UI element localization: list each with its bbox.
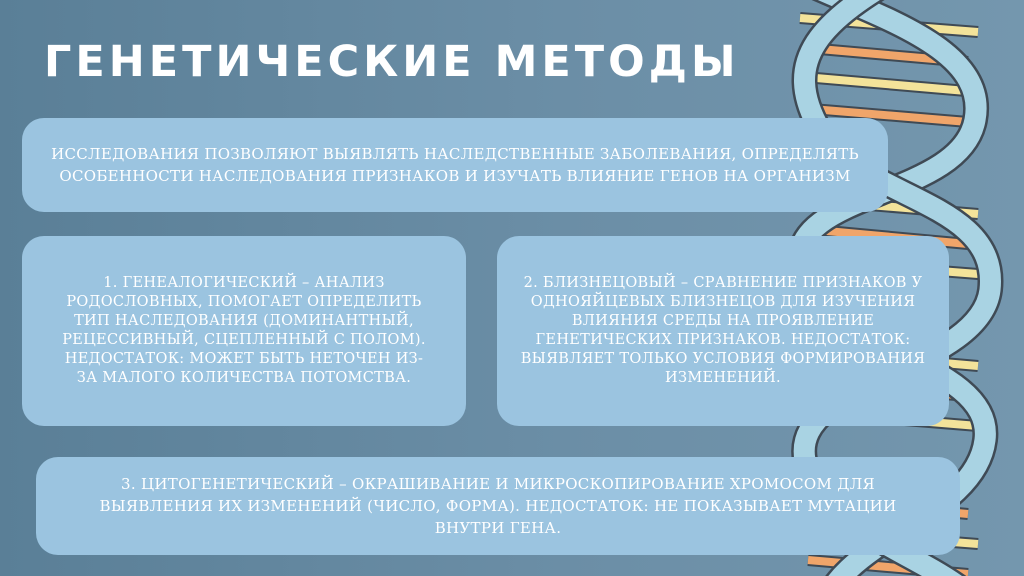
intro-card	[22, 118, 888, 212]
method-card-cytogenetic	[36, 457, 960, 555]
method-card-twin	[497, 236, 949, 426]
method-text-genealogical: 1. ГЕНЕАЛОГИЧЕСКИЙ – АНАЛИЗ РОДОСЛОВНЫХ, ПОМОГАЕТ ОПРЕДЕЛИТЬ ТИП НАСЛЕДОВАНИЯ (ДОМИНАНТНЫЙ, РЕЦЕССИВНЫЙ, СЦЕПЛЕННЫЙ С ПОЛОМ). НЕДОСТАТОК: МОЖЕТ БЫТЬ НЕТОЧЕН ИЗ-ЗА МАЛОГО КОЛИЧЕСТВА ПОТОМСТВА.	[62, 275, 426, 386]
method-text-twin: 2. БЛИЗНЕЦОВЫЙ – СРАВНЕНИЕ ПРИЗНАКОВ У ОДНОЯЙЦЕВЫХ БЛИЗНЕЦОВ ДЛЯ ИЗУЧЕНИЯ ВЛИЯНИЯ СРЕДЫ НА ПРОЯВЛЕНИЕ ГЕНЕТИЧЕСКИХ ПРИЗНАКОВ. НЕДОСТАТОК: ВЫЯВЛЯЕТ ТОЛЬКО УСЛОВИЯ ФОРМИРОВАНИЯ ИЗМЕНЕНИЙ.	[520, 275, 926, 386]
method-card-genealogical	[22, 236, 466, 426]
intro-text: ИССЛЕДОВАНИЯ ПОЗВОЛЯЮТ ВЫЯВЛЯТЬ НАСЛЕДСТВЕННЫЕ ЗАБОЛЕВАНИЯ, ОПРЕДЕЛЯТЬ ОСОБЕННОСТИ НАСЛЕДОВАНИЯ ПРИЗНАКОВ И ИЗУЧАТЬ ВЛИЯНИЕ ГЕНОВ НА ОРГАНИЗМ	[51, 145, 859, 185]
slide-title: ГЕНЕТИЧЕСКИЕ МЕТОДЫ	[44, 37, 740, 87]
method-text-cytogenetic: 3. ЦИТОГЕНЕТИЧЕСКИЙ – ОКРАШИВАНИЕ И МИКРОСКОПИРОВАНИЕ ХРОМОСОМ ДЛЯ ВЫЯВЛЕНИЯ ИХ ИЗМЕНЕНИЙ (ЧИСЛО, ФОРМА). НЕДОСТАТОК: НЕ ПОКАЗЫВАЕТ МУТАЦИИ ВНУТРИ ГЕНА.	[99, 475, 897, 537]
